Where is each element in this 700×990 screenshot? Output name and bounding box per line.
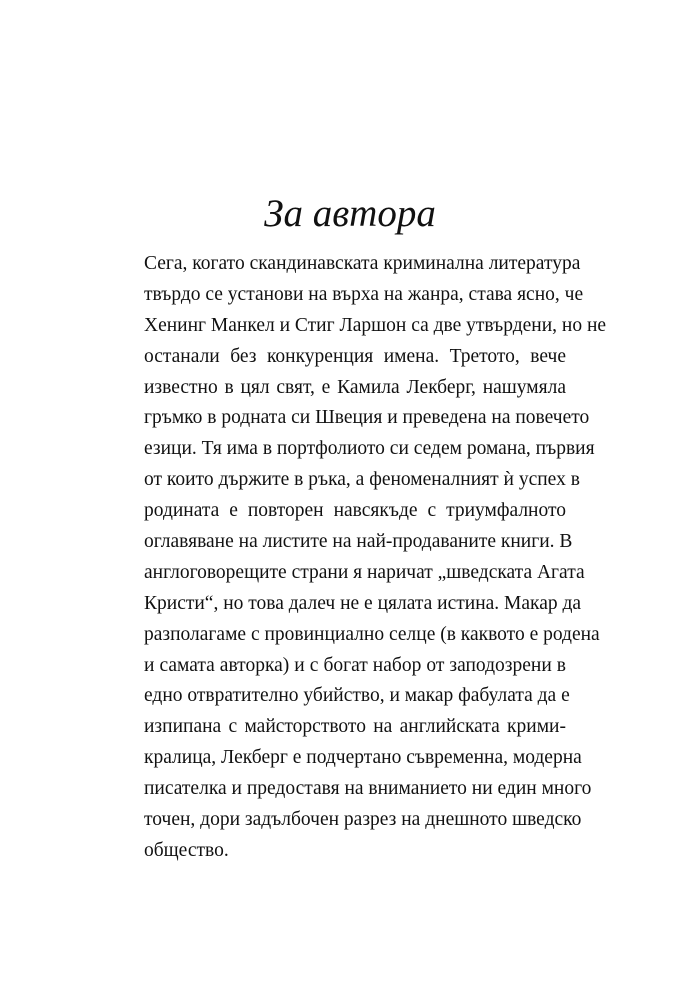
text-line: езици. Тя има в портфолиото си седем романа, първия bbox=[144, 438, 595, 460]
text-line: общество. bbox=[144, 839, 229, 861]
text-line: Хенинг Манкел и Стиг Ларшон са две утвърдени, но не bbox=[144, 314, 607, 336]
text-line: едно отвратително убийство, и макар фабулата да е bbox=[144, 685, 570, 707]
text-line: точен, дори задълбочен разрез на днешното шведско bbox=[144, 809, 582, 831]
text-line: останали без конкуренция имена. Третото, вече bbox=[144, 345, 566, 367]
text-line: англоговорещите страни я наричат „шведската Агата bbox=[144, 561, 585, 583]
text-line: разполагаме с провинциално селце (в каквото е родена bbox=[144, 623, 600, 645]
about-author-text bbox=[144, 249, 607, 867]
text-line: кралица, Лекберг е подчертано съвременна, модерна bbox=[144, 747, 582, 769]
text-line: изпипана с майсторството на английската крими- bbox=[144, 716, 566, 738]
text-line: писателка и предоставя на вниманието ни един много bbox=[144, 778, 592, 800]
text-line: от които държите в ръка, а феноменалният ѝ успех в bbox=[144, 469, 580, 491]
text-line: известно в цял свят, е Камила Лекберг, нашумяла bbox=[144, 376, 566, 398]
page-title: За автора bbox=[264, 192, 436, 235]
text-line: родината е повторен навсякъде с триумфалното bbox=[144, 500, 566, 522]
text-line: Кристи“, но това далеч не е цялата истина. Макар да bbox=[144, 592, 582, 614]
text-line: оглавяване на листите на най-продаваните книги. В bbox=[144, 531, 573, 553]
text-line: твърдо се установи на върха на жанра, става ясно, че bbox=[144, 283, 584, 305]
text-line: гръмко в родната си Швеция и преведена на повечето bbox=[144, 407, 590, 429]
text-line: и самата авторка) и с богат набор от заподозрени в bbox=[144, 654, 566, 676]
text-line: Сега, когато скандинавската криминална литература bbox=[144, 253, 581, 274]
